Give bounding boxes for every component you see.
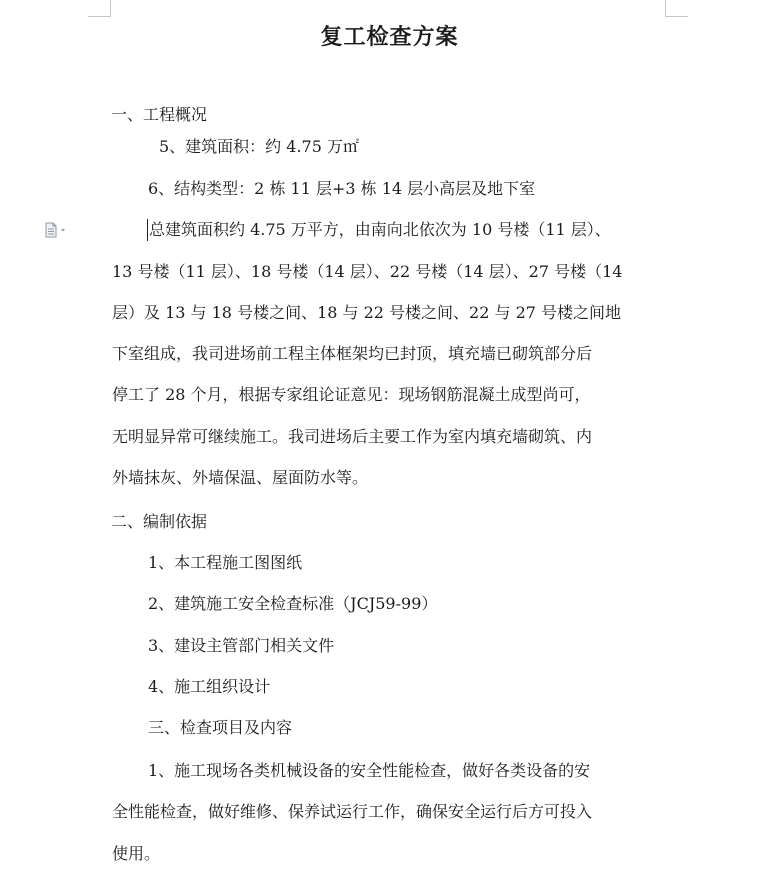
section-heading-overview: 一、工程概况 — [111, 105, 208, 124]
text-line: 下室组成，我司进场前工程主体框架均已封顶，填充墙已砌筑部分后 — [112, 344, 593, 363]
list-item: 3、建设主管部门相关文件 — [148, 636, 335, 655]
text-line: 层）及 13 与 18 号楼之间、18 与 22 号楼之间、22 与 27 号楼之间地 — [112, 303, 622, 322]
list-item: 1、本工程施工图图纸 — [148, 553, 303, 572]
list-item: 2、建筑施工安全检查标准（JCJ59-99） — [148, 594, 438, 613]
section-heading-basis: 二、编制依据 — [111, 512, 208, 531]
margin-crop-mark-right — [665, 0, 688, 17]
text-line: 无明显异常可继续施工。我司进场后主要工作为室内填充墙砌筑、内 — [112, 427, 593, 446]
text-line: 总建筑面积约 4.75 万平方，由南向北依次为 10 号楼（11 层）、 — [149, 220, 611, 239]
text-cursor — [147, 219, 148, 241]
text-line: 13 号楼（11 层）、18 号楼（14 层）、22 号楼（14 层）、27 号楼（14 — [112, 262, 623, 281]
text-line: 使用。 — [112, 844, 161, 863]
text-line: 外墙抹灰、外墙保温、屋面防水等。 — [112, 468, 369, 487]
text-line: 5、建筑面积：约 4.75 万㎡ — [159, 137, 359, 156]
document-title: 复工检查方案 — [320, 24, 459, 50]
section-heading-inspection: 三、检查项目及内容 — [148, 718, 293, 737]
margin-crop-mark-left — [88, 0, 111, 17]
text-line: 6、结构类型：2 栋 11 层+3 栋 14 层小高层及地下室 — [148, 179, 536, 198]
text-line: 全性能检查，做好维修、保养试运行工作，确保安全运行后方可投入 — [112, 802, 593, 821]
list-item: 4、施工组织设计 — [148, 677, 271, 696]
document-dropdown-icon[interactable] — [44, 222, 70, 238]
text-line: 1、施工现场各类机械设备的安全性能检查，做好各类设备的安 — [148, 761, 591, 780]
text-line: 停工了 28 个月，根据专家组论证意见：现场钢筋混凝土成型尚可， — [112, 385, 591, 404]
